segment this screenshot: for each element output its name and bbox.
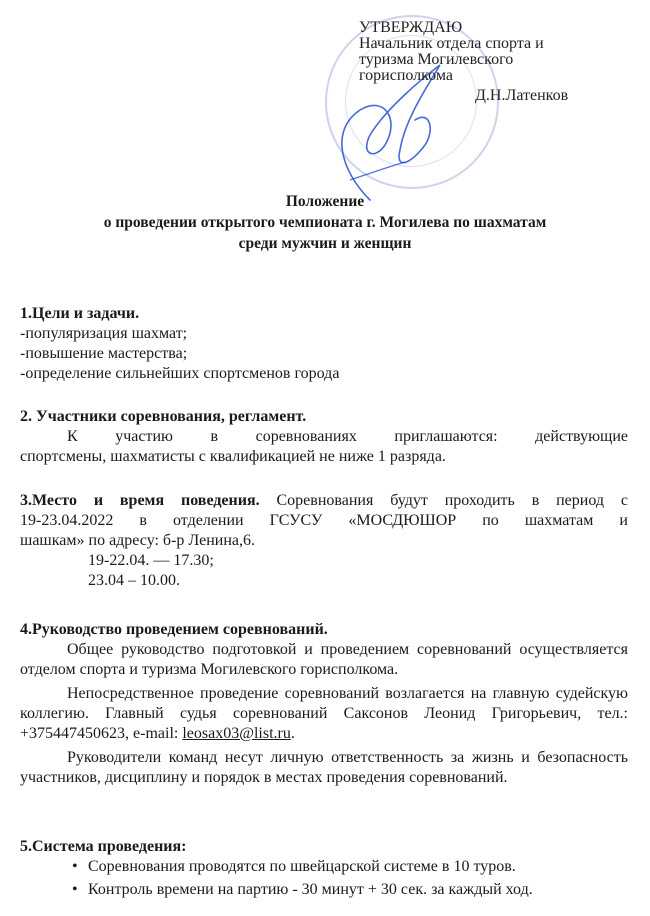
approval-heading: УТВЕРЖДАЮ [359, 19, 463, 36]
section-place-time [20, 491, 628, 591]
list-item-text: Контроль времени на партию - 30 минут + 30 сек. за каждый ход. [88, 881, 533, 898]
list-item-text: Соревнования проводятся по швейцарской системе в 10 туров. [88, 858, 516, 875]
section-heading: 4.Руководство проведением соревнований. [20, 621, 328, 638]
paragraph-text: . [290, 725, 295, 742]
paragraph-text: Соревнования будут проходить в период с [259, 492, 628, 509]
title-line: о проведении открытого чемпионата г. Могилева по шахматам [103, 214, 547, 231]
section-line [20, 491, 628, 511]
paragraph-line: спортсмены, шахматисты с квалификацией не ниже 1 разряда. [20, 448, 446, 465]
section-participants [20, 407, 628, 467]
list-item [20, 880, 628, 900]
section-heading: 1.Цели и задачи. [20, 305, 140, 322]
approval-block [359, 20, 568, 104]
bullet-icon: • [72, 858, 78, 875]
approval-position-line: горисполкома [359, 67, 453, 84]
section-goals [20, 304, 628, 384]
section-system [20, 837, 628, 900]
section-heading: 5.Система проведения: [20, 838, 187, 855]
title-line: Положение [285, 193, 365, 210]
bullet-icon: • [72, 881, 78, 898]
section-heading: 2. Участники соревнования, регламент. [20, 408, 307, 425]
approval-signer: Д.Н.Латенков [475, 87, 569, 104]
schedule-time: 19-22.04. — 17.30; [88, 552, 214, 569]
paragraph [20, 684, 628, 744]
approval-position-line: туризма Могилевского [359, 51, 514, 68]
list-item [20, 857, 628, 877]
paragraph-line: К участию в соревнованиях приглашаются: действующие [67, 428, 628, 445]
section-management [20, 620, 628, 788]
schedule-time: 23.04 – 10.00. [88, 572, 180, 589]
email-link[interactable]: leosax03@list.ru [182, 725, 291, 742]
title-line: среди мужчин и женщин [238, 235, 412, 252]
paragraph: Общее руководство подготовкой и проведением соревнований осуществляется отделом спорта и туризма Могилевского горисполкома. [20, 641, 628, 678]
approval-position-line: Начальник отдела спорта и [359, 35, 544, 52]
list-item: -повышение мастерства; [20, 345, 188, 362]
bullet-list [20, 857, 628, 900]
list-item: -определение сильнейших спортсменов города [20, 365, 340, 382]
paragraph: Руководители команд несут личную ответственность за жизнь и безопасность участников, дисциплину и порядок в местах проведения соревнований. [20, 749, 628, 786]
list-item: -популяризация шахмат; [20, 325, 188, 342]
paragraph-text: Непосредственное проведение соревнований возлагается на главную судейскую коллегию. Главный судья соревнований Саксонов Леонид Григорьевич, тел.: +375447450623, e-mail: [20, 685, 628, 742]
paragraph-line: шашкам» по адресу: б-р Ленина,6. [20, 532, 256, 549]
document-title [0, 191, 650, 254]
paragraph-line: 19-23.04.2022 в отделении ГСУСУ «МОСДЮШОР по шахматам и [20, 512, 628, 529]
section-heading: 3.Место и время поведения. [20, 492, 260, 509]
